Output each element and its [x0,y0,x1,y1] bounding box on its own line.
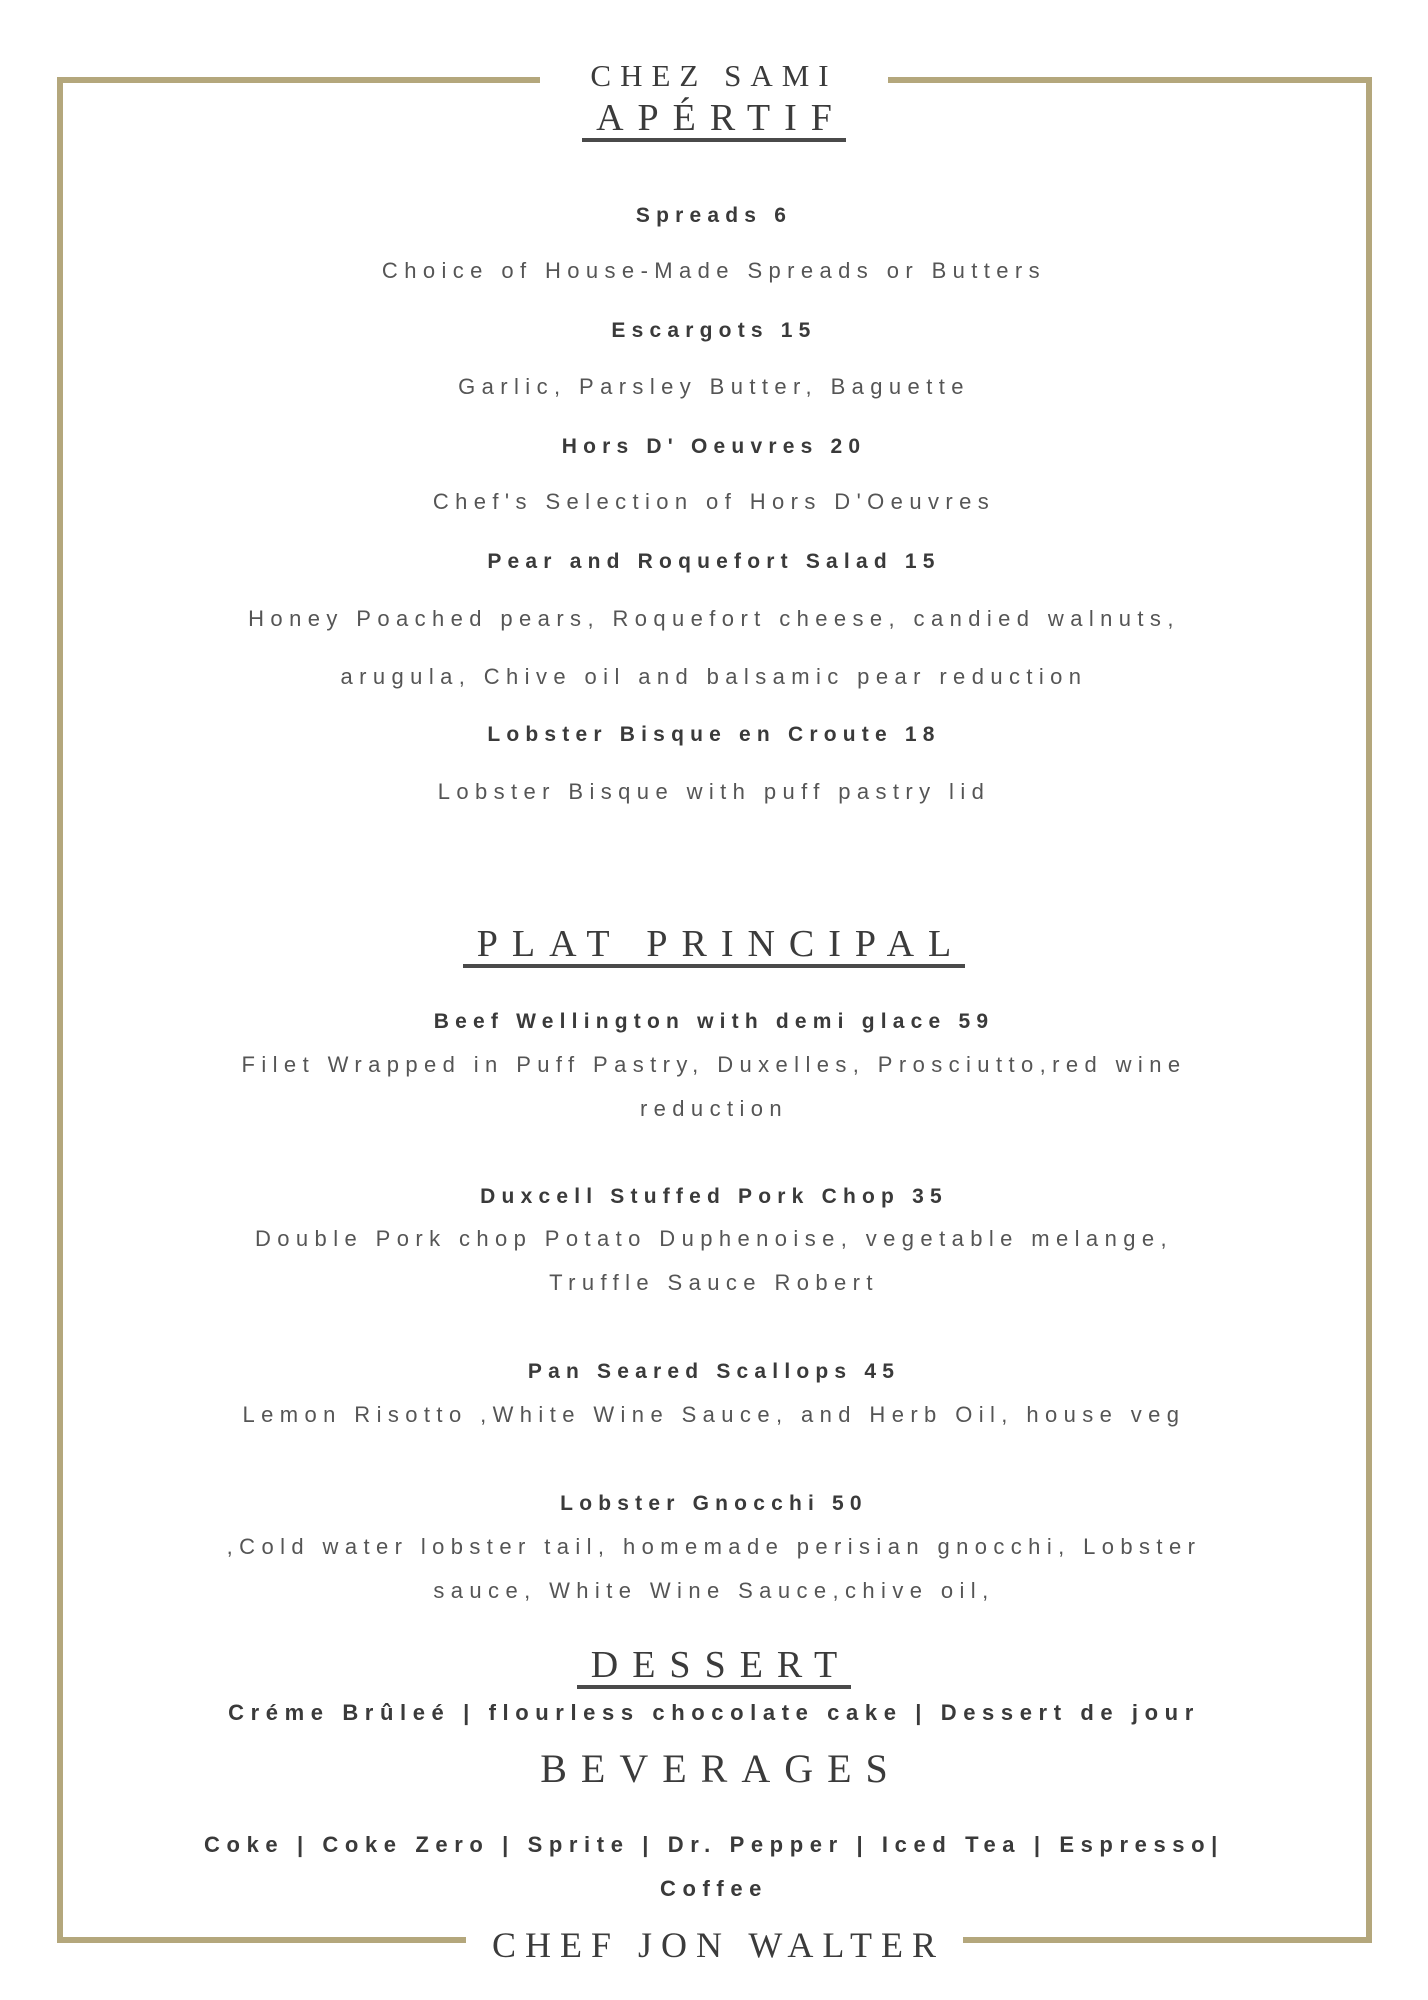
menu-item-desc: Lobster Bisque with puff pastry lid [437,779,991,804]
menu-item-name: Beef Wellington with demi glace 59 [433,1010,995,1033]
menu-item-name: Hors D' Oeuvres 20 [561,435,867,458]
menu-item-desc: reduction [639,1096,789,1121]
chef-name-text: CHEF JON WALTER [491,1925,946,1965]
menu-item-name: Spreads 6 [635,204,793,227]
menu-item-name: Lobster Bisque en Croute 18 [487,723,941,746]
menu-item-name: Lobster Gnocchi 50 [560,1492,868,1515]
chef-name [0,1924,1428,1966]
menu-item-desc: Garlic, Parsley Butter, Baguette [458,374,970,399]
aperitif-heading-text: APÉRTIF [582,99,846,142]
menu-item-desc: ,Cold water lobster tail, homemade perisian gnocchi, Lobster [226,1534,1202,1559]
menu-item-desc: sauce, White Wine Sauce,chive oil, [433,1578,995,1603]
menu-item-name: Pear and Roquefort Salad 15 [487,550,941,573]
plat-principal-heading-text: PLAT PRINCIPAL [463,925,965,968]
dessert-heading-text: DESSERT [577,1646,851,1689]
beverages-list: Coffee [659,1876,769,1901]
beverages-list: Coke | Coke Zero | Sprite | Dr. Pepper | Iced Tea | Espresso| [204,1832,1224,1857]
menu-item-desc: Filet Wrapped in Puff Pastry, Duxelles, Prosciutto,red wine [241,1052,1187,1077]
dessert-heading [0,1643,1428,1689]
menu-item-name: Escargots 15 [611,319,817,342]
plat-principal-heading [0,922,1428,968]
menu-item-desc: Lemon Risotto ,White Wine Sauce, and Herb Oil, house veg [242,1402,1186,1427]
menu-item-desc: Chef's Selection of Hors D'Oeuvres [432,489,996,514]
restaurant-name-text: CHEZ SAMI [590,58,838,93]
menu-item-name: Pan Seared Scallops 45 [527,1360,901,1383]
menu-item-name: Duxcell Stuffed Pork Chop 35 [480,1185,948,1208]
restaurant-name [0,58,1428,94]
menu-item-desc: Honey Poached pears, Roquefort cheese, candied walnuts, [248,606,1180,631]
aperitif-heading [0,96,1428,142]
beverages-heading [0,1745,1428,1792]
dessert-list: Créme Brûleé | flourless chocolate cake | Dessert de jour [228,1700,1200,1725]
menu-item-desc: Double Pork chop Potato Duphenoise, vegetable melange, [255,1226,1173,1251]
menu-item-desc: arugula, Chive oil and balsamic pear reduction [340,664,1088,689]
menu-item-desc: Truffle Sauce Robert [549,1270,879,1295]
menu-item-desc: Choice of House-Made Spreads or Butters [381,258,1047,283]
beverages-heading-text: BEVERAGES [540,1746,902,1791]
